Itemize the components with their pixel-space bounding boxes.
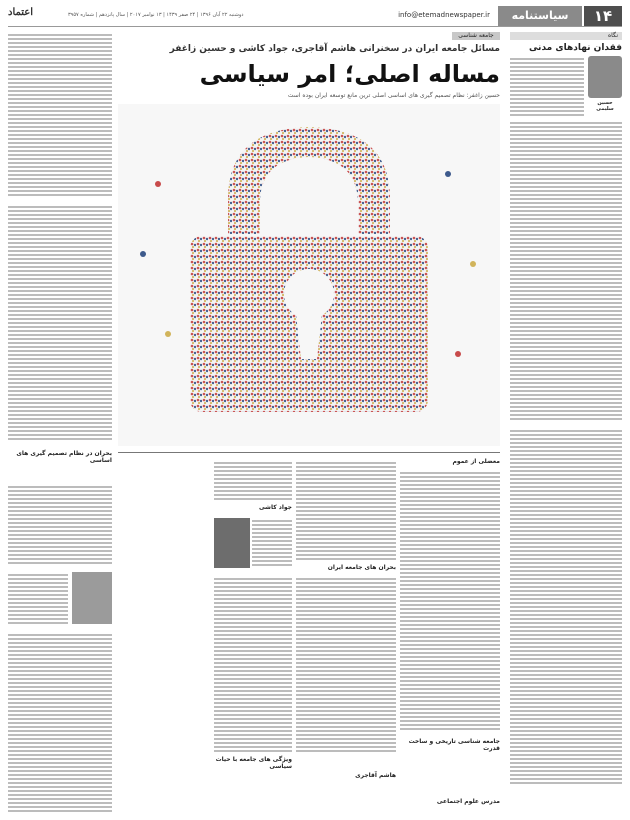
- left-portrait: [72, 572, 112, 624]
- section-divider: [118, 452, 500, 453]
- byline-1: جواد کاشی: [258, 504, 292, 511]
- lower-right-caption: معضلی از عموم: [452, 458, 500, 465]
- padlock-crowd-svg: [118, 104, 500, 446]
- article-kicker: جامعه شناسی: [452, 32, 500, 40]
- newspaper-logo: اعتماد: [8, 7, 34, 18]
- page-header: [8, 6, 622, 27]
- section-headline-3: ویژگی های جامعه با حیات سیاسی: [215, 756, 292, 770]
- left-text-block: [8, 484, 112, 564]
- lower-text-block: [400, 470, 500, 732]
- byline-2: هاشم آقاجری: [355, 772, 396, 779]
- sidebar-text-block: [510, 56, 584, 116]
- left-text-block: [8, 32, 112, 196]
- article-subhead: مسائل جامعه ایران در سخنرانی هاشم آقاجری، جواد کاشی و حسین زاغفر: [169, 44, 500, 54]
- left-column-caption: بحران در نظام تصمیم گیری های اساسی: [16, 450, 112, 464]
- article-headline: مساله اصلی؛ امر سیاسی: [199, 60, 500, 88]
- lower-text-block: [296, 460, 396, 560]
- site-url[interactable]: info@etemadnewspaper.ir: [398, 11, 490, 19]
- section-headline-2: جامعه شناسی تاریخی و ساخت قدرت: [408, 738, 500, 752]
- section-headline-1: بحران های جامعه ایران: [327, 564, 396, 571]
- sidebar: [510, 32, 622, 812]
- lower-text-block: [296, 576, 396, 752]
- article-lead: حسین زاغفر: نظام تصمیم گیری های اساسی اصلی ترین مانع توسعه ایران بوده است: [287, 92, 500, 99]
- lower-text-block: [252, 518, 292, 568]
- dateline: دوشنبه ۲۲ آبان ۱۳۹۶ | ۲۴ صفر ۱۴۳۹ | ۱۳ نوامبر ۲۰۱۷ | سال پانزدهم | شماره ۳۹۵۷: [68, 12, 244, 18]
- lower-text-block: [214, 460, 292, 500]
- lower-text-block: [214, 576, 292, 752]
- byline-portrait: [214, 518, 250, 568]
- sidebar-title: فقدان نهادهای مدنی: [528, 43, 622, 53]
- sidebar-tag: نگاه: [510, 32, 622, 40]
- page-number: ۱۴: [584, 6, 622, 26]
- sidebar-text-block: [510, 120, 622, 420]
- sidebar-text-block: [510, 428, 622, 784]
- byline-3: مدرس علوم اجتماعی: [436, 798, 500, 805]
- sidebar-author: حسین سلیمی: [596, 100, 614, 112]
- padlock-crowd-illustration: [118, 104, 500, 446]
- left-column: [8, 32, 112, 812]
- section-title: سیاستنامه: [498, 6, 582, 26]
- left-text-block: [8, 632, 112, 812]
- left-text-block: [8, 204, 112, 442]
- left-text-block: [8, 572, 68, 624]
- lower-articles: [118, 452, 500, 812]
- author-photo: [588, 56, 622, 98]
